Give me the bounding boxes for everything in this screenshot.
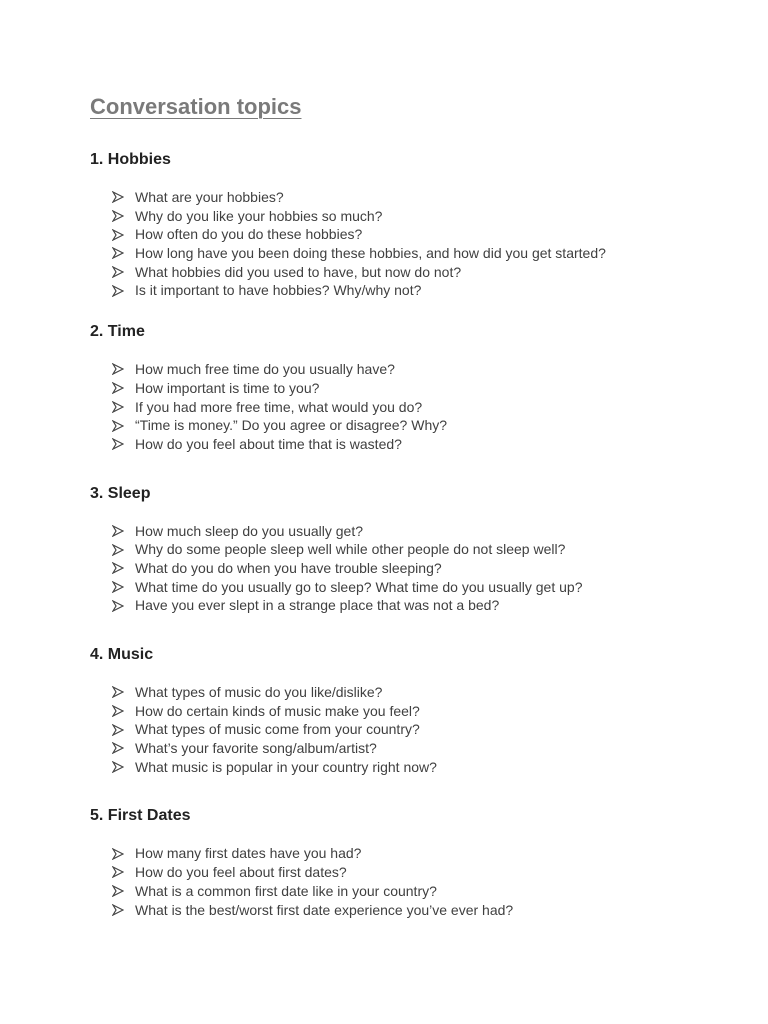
question-text: What music is popular in your country right now? <box>135 758 437 775</box>
arrow-bullet-icon <box>112 363 124 375</box>
question-text: How do you feel about time that is wasted? <box>135 435 402 452</box>
question-text: “Time is money.” Do you agree or disagree? Why? <box>135 417 448 434</box>
list-item <box>112 398 768 417</box>
list-item <box>112 739 768 758</box>
arrow-bullet-icon <box>112 210 124 222</box>
question-text: What hobbies did you used to have, but now do not? <box>135 263 462 280</box>
question-list <box>90 522 768 615</box>
list-item <box>112 863 768 882</box>
list-item <box>112 578 768 597</box>
section-time <box>90 322 768 453</box>
question-text: What types of music do you like/dislike? <box>135 684 383 700</box>
question-text: Why do some people sleep well while other people do not sleep well? <box>135 541 566 558</box>
arrow-bullet-icon <box>112 686 124 698</box>
arrow-bullet-icon <box>112 266 124 278</box>
question-text: How do you feel about first dates? <box>135 864 347 881</box>
list-item <box>112 244 768 263</box>
arrow-bullet-icon <box>112 285 124 297</box>
arrow-bullet-icon <box>112 600 124 612</box>
arrow-bullet-icon <box>112 866 124 878</box>
section-first-dates <box>90 806 768 919</box>
list-item <box>112 683 768 702</box>
list-item <box>112 882 768 901</box>
list-item <box>112 720 768 739</box>
section-heading: 3. Sleep <box>90 484 151 502</box>
question-text: What are your hobbies? <box>135 189 284 205</box>
arrow-bullet-icon <box>112 191 124 203</box>
arrow-bullet-icon <box>112 382 124 394</box>
question-text: Why do you like your hobbies so much? <box>135 207 383 224</box>
question-text: How important is time to you? <box>135 379 320 396</box>
list-item <box>112 901 768 920</box>
question-text: How often do you do these hobbies? <box>135 226 363 243</box>
list-item <box>112 263 768 282</box>
list-item <box>112 435 768 454</box>
section-heading: 4. Music <box>90 646 154 663</box>
question-text: What types of music come from your country? <box>135 721 420 738</box>
list-item <box>112 416 768 435</box>
list-item <box>112 522 768 541</box>
question-list <box>90 683 768 776</box>
question-text: How much sleep do you usually get? <box>135 522 364 539</box>
section-heading: 1. Hobbies <box>90 151 171 168</box>
question-text: What is the best/worst first date experience you’ve ever had? <box>135 901 514 918</box>
question-text: What time do you usually go to sleep? What time do you usually get up? <box>135 578 583 595</box>
list-item <box>112 360 768 379</box>
arrow-bullet-icon <box>112 705 124 717</box>
arrow-bullet-icon <box>112 401 124 413</box>
section-sleep <box>90 484 768 615</box>
question-text: How many first dates have you had? <box>135 845 362 862</box>
question-list <box>90 844 768 919</box>
list-item <box>112 225 768 244</box>
section-hobbies <box>90 150 768 300</box>
arrow-bullet-icon <box>112 904 124 916</box>
list-item <box>112 702 768 721</box>
arrow-bullet-icon <box>112 544 124 556</box>
arrow-bullet-icon <box>112 420 124 432</box>
section-music <box>90 645 768 776</box>
arrow-bullet-icon <box>112 229 124 241</box>
arrow-bullet-icon <box>112 885 124 897</box>
question-text: What is a common first date like in your country? <box>135 882 437 899</box>
list-item <box>112 540 768 559</box>
list-item <box>112 559 768 578</box>
list-item <box>112 281 768 300</box>
question-text: If you had more free time, what would you do? <box>135 398 423 415</box>
arrow-bullet-icon <box>112 247 124 259</box>
arrow-bullet-icon <box>112 724 124 736</box>
question-list <box>90 360 768 453</box>
question-text: What’s your favorite song/album/artist? <box>135 740 377 757</box>
list-item <box>112 188 768 207</box>
question-text: What do you do when you have trouble sleeping? <box>135 559 442 576</box>
list-item <box>112 758 768 777</box>
question-text: How do certain kinds of music make you feel? <box>135 702 420 719</box>
question-text: Have you ever slept in a strange place that was not a bed? <box>135 597 500 614</box>
arrow-bullet-icon <box>112 562 124 574</box>
question-text: How long have you been doing these hobbies, and how did you get started? <box>135 245 606 262</box>
section-heading: 5. First Dates <box>90 807 191 825</box>
list-item <box>112 844 768 863</box>
section-heading: 2. Time <box>90 323 145 341</box>
question-text: How much free time do you usually have? <box>135 361 395 378</box>
arrow-bullet-icon <box>112 761 124 773</box>
question-text: Is it important to have hobbies? Why/why not? <box>135 282 422 299</box>
list-item <box>112 207 768 226</box>
question-list <box>90 188 768 300</box>
arrow-bullet-icon <box>112 581 124 593</box>
arrow-bullet-icon <box>112 742 124 754</box>
arrow-bullet-icon <box>112 848 124 860</box>
list-item <box>112 379 768 398</box>
arrow-bullet-icon <box>112 525 124 537</box>
arrow-bullet-icon <box>112 438 124 450</box>
page-title: Conversation topics <box>90 94 302 119</box>
list-item <box>112 596 768 615</box>
